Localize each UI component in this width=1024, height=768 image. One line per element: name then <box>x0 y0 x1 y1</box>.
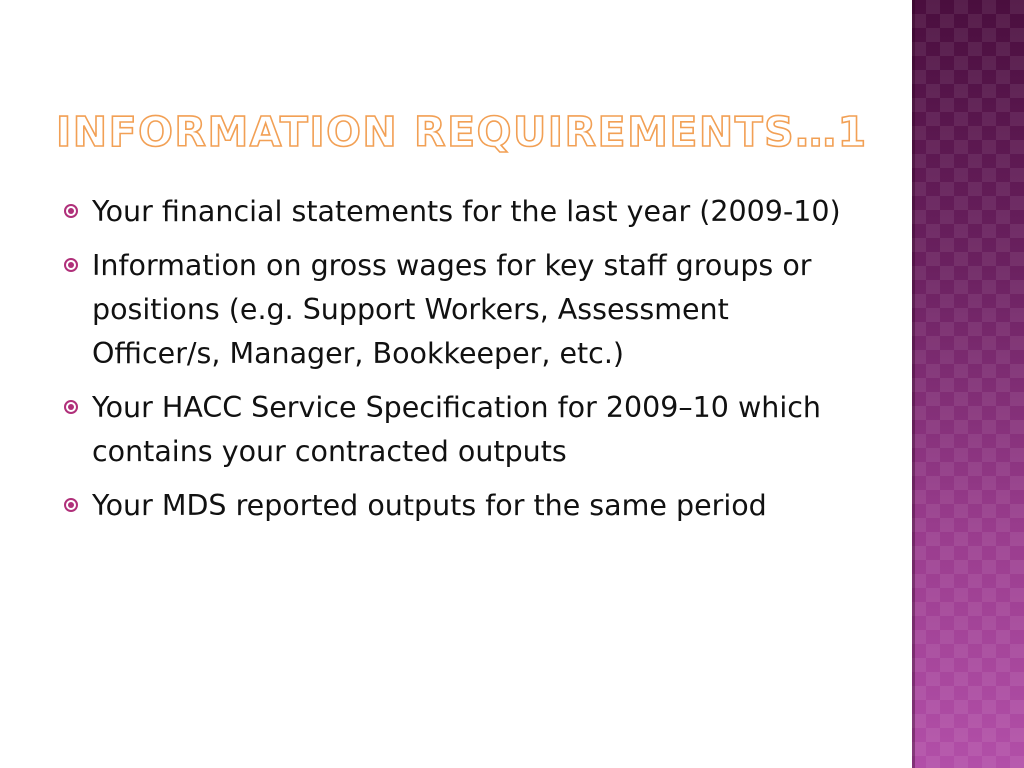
decorative-side-band <box>912 0 1024 768</box>
bullet-item <box>62 484 862 528</box>
circled-dot-bullet-icon <box>64 258 78 272</box>
slide-title: INFORMATION REQUIREMENTS…1 <box>56 108 868 156</box>
bullet-text: Your financial statements for the last year (2009-10) <box>92 195 841 228</box>
circled-dot-bullet-icon <box>64 400 78 414</box>
bullet-text: Your MDS reported outputs for the same period <box>92 489 767 522</box>
bullet-text: Your HACC Service Specification for 2009–10 which contains your contracted outputs <box>92 391 821 468</box>
circled-dot-bullet-icon <box>64 498 78 512</box>
circled-dot-bullet-icon <box>64 204 78 218</box>
bullet-list <box>62 190 862 538</box>
bullet-text: Information on gross wages for key staff groups or positions (e.g. Support Workers, Assessment Officer/s, Manager, Bookkeeper, etc.) <box>92 249 812 370</box>
bullet-item <box>62 244 862 376</box>
bullet-item <box>62 386 862 474</box>
bullet-item <box>62 190 862 234</box>
